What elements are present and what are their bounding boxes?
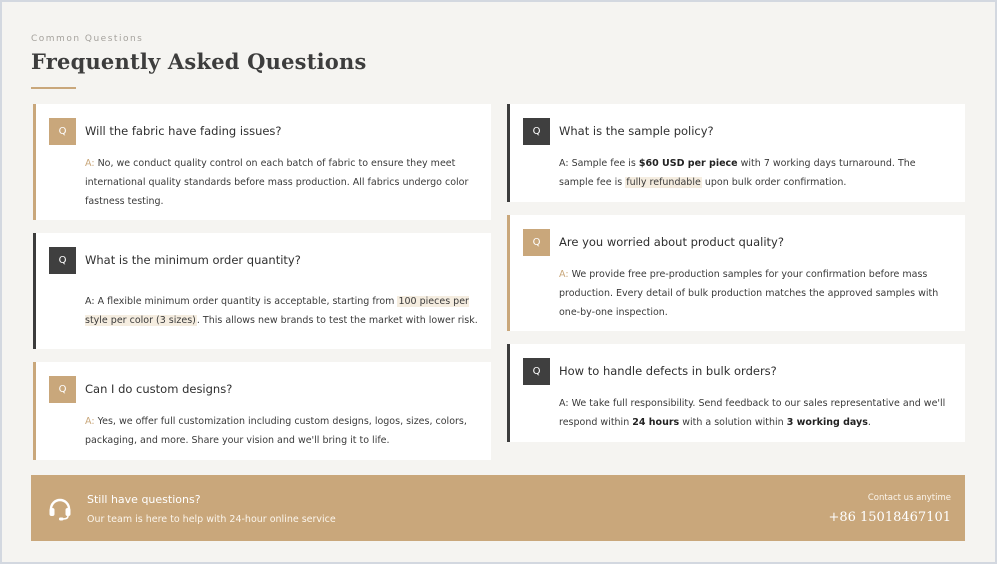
contact-label: Contact us anytime xyxy=(867,493,951,503)
faq-card-custom-designs xyxy=(33,362,491,460)
answer-text: A flexible minimum order quantity is acceptable, starting from xyxy=(97,296,395,307)
faq-question: Are you worried about product quality? xyxy=(559,235,784,249)
faq-question: What is the sample policy? xyxy=(559,124,714,138)
answer-prefix: A: xyxy=(559,398,569,409)
q-badge: Q xyxy=(49,118,76,145)
answer-prefix: A: xyxy=(85,158,95,169)
answer-prefix: A: xyxy=(559,269,569,280)
faq-answer xyxy=(559,154,953,192)
answer-prefix: A: xyxy=(85,416,95,427)
faq-answer xyxy=(85,292,479,330)
faq-answer xyxy=(85,154,479,211)
contact-banner xyxy=(31,475,965,541)
answer-text: . This allows new brands to test the market with lower risk. xyxy=(196,315,478,326)
answer-text: We provide free pre-production samples for your confirmation before mass production. Every detail of bulk production matches the approved samples with one-by-one inspection. xyxy=(559,269,939,318)
q-badge: Q xyxy=(523,229,550,256)
answer-text: We take full responsibility. Send feedback to our sales representative and we'll respond within xyxy=(559,398,946,428)
answer-text: No, we conduct quality control on each batch of fabric to ensure they meet international quality standards before mass production. All fabrics undergo color fastness testing. xyxy=(85,158,469,207)
faq-question: Can I do custom designs? xyxy=(85,382,233,396)
q-badge: Q xyxy=(49,376,76,403)
answer-text: . xyxy=(867,417,871,428)
answer-text: Yes, we offer full customization including custom designs, logos, sizes, colors, packaging, and more. Share your vision and we'll bring it to life. xyxy=(85,416,467,446)
faq-question: Will the fabric have fading issues? xyxy=(85,124,282,138)
page-title: Frequently Asked Questions xyxy=(31,49,367,74)
answer-bold: 24 hours xyxy=(632,417,680,428)
faq-card-sample-policy xyxy=(507,104,965,202)
answer-text: with a solution within xyxy=(682,417,784,428)
answer-text: Sample fee is xyxy=(571,158,636,169)
title-divider xyxy=(31,87,76,89)
headset-icon xyxy=(47,495,73,521)
eyebrow-label: Common Questions xyxy=(31,34,144,44)
faq-card-product-quality xyxy=(507,215,965,331)
answer-prefix: A: xyxy=(559,158,569,169)
faq-answer xyxy=(559,265,953,322)
faq-card-defects xyxy=(507,344,965,442)
answer-text: upon bulk order confirmation. xyxy=(704,177,847,188)
phone-number[interactable]: +86 15018467101 xyxy=(828,510,951,525)
answer-text: with 7 working days turnaround. The sample fee is xyxy=(559,158,916,188)
answer-prefix: A: xyxy=(85,296,95,307)
answer-highlight: 100 pieces per style per color (3 sizes) xyxy=(85,296,469,326)
banner-subtitle: Our team is here to help with 24-hour online service xyxy=(87,514,336,525)
answer-bold: 3 working days xyxy=(786,417,868,428)
faq-card-fading xyxy=(33,104,491,220)
faq-question: What is the minimum order quantity? xyxy=(85,253,301,267)
answer-highlight: fully refundable xyxy=(626,177,701,188)
q-badge: Q xyxy=(523,358,550,385)
faq-answer xyxy=(559,394,953,432)
answer-bold: $60 USD per piece xyxy=(638,158,738,169)
faq-answer xyxy=(85,412,479,450)
banner-title: Still have questions? xyxy=(87,493,201,506)
q-badge: Q xyxy=(49,247,76,274)
q-badge: Q xyxy=(523,118,550,145)
faq-question: How to handle defects in bulk orders? xyxy=(559,364,777,378)
faq-card-moq xyxy=(33,233,491,349)
